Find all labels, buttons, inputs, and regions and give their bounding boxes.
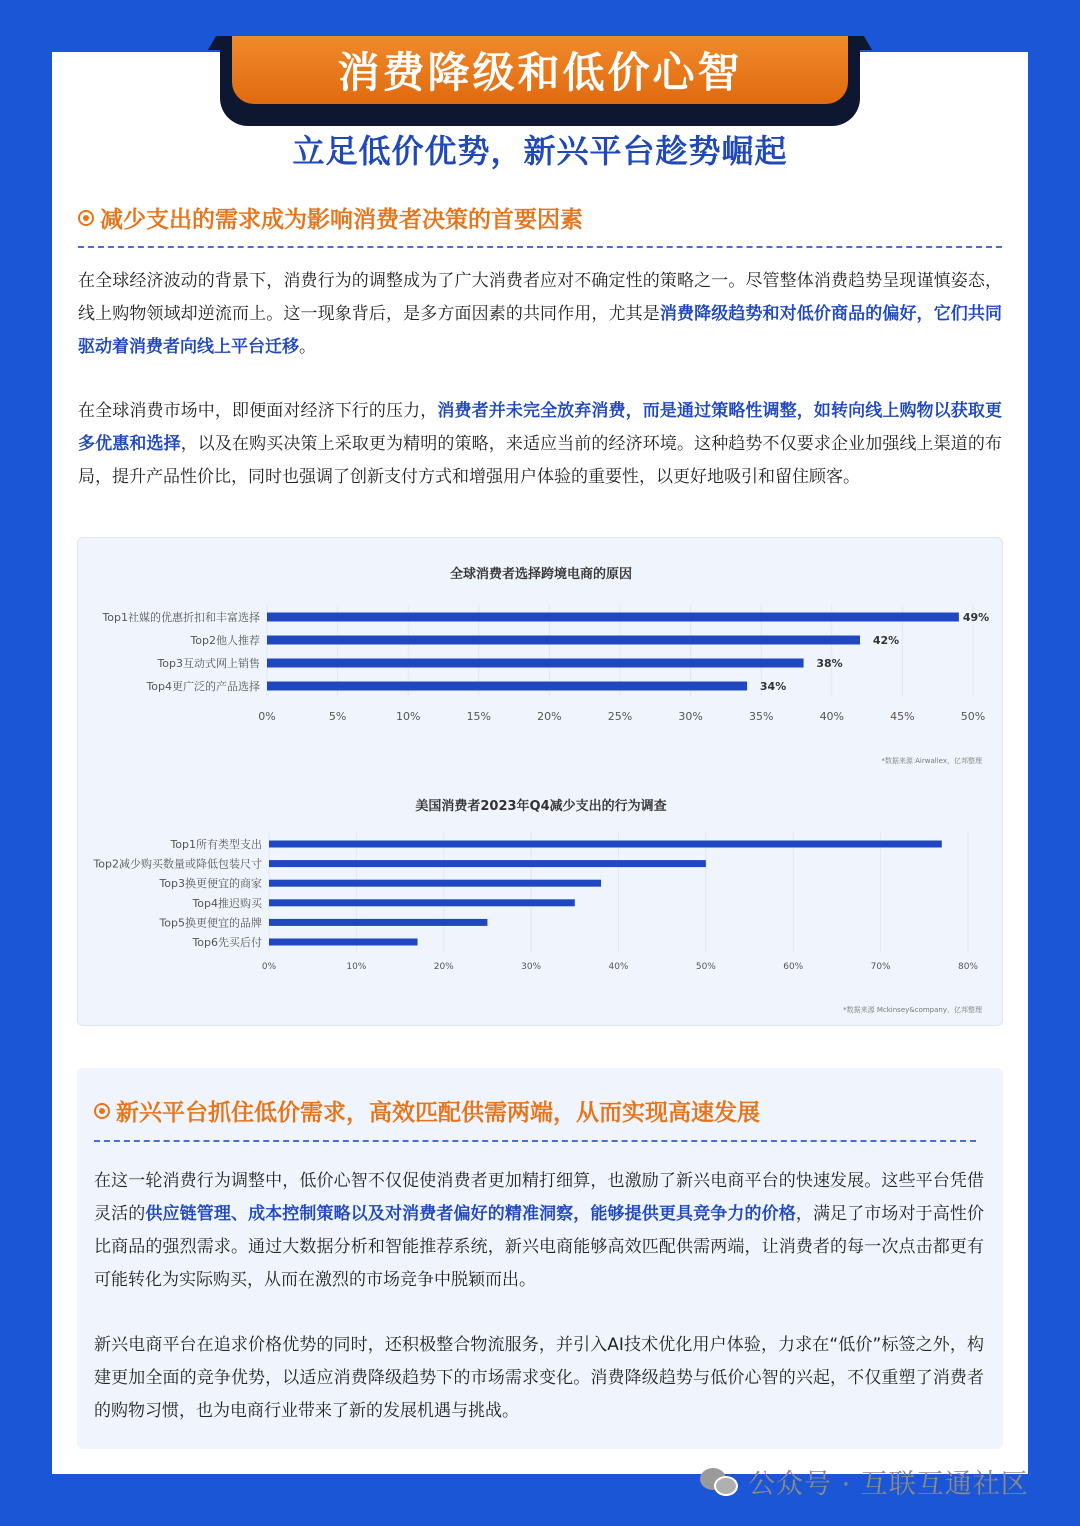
chart-source-note: *数据来源 Airwallex，亿邦整理 — [881, 757, 982, 765]
section2-title: 新兴平台抓住低价需求，高效匹配供需两端，从而实现高速发展 — [116, 1100, 760, 1126]
x-tick-label: 10% — [346, 962, 367, 972]
bar — [269, 880, 601, 887]
page-subtitle: 立足低价优势，新兴平台趁势崛起 — [292, 132, 788, 170]
section1-p2-highlight: 消费者并未完全放弃消费，而是通过策略性调整，如转向线上购物以获取更多优惠和选择 — [78, 401, 1003, 454]
section2-p1-end: ，满足了市场对于高性价比商品的强烈需求。通过大数据分析和智能推荐系统，新兴电商能够高效匹配供需两端，让消费者的每一次点击都更有可能转化为实际购买，从而在激烈的市场竞争中脱颖而出。 — [94, 1204, 985, 1290]
x-tick-label: 0% — [261, 962, 277, 972]
target-icon — [94, 1103, 110, 1119]
section1-paragraph-2 — [78, 395, 1002, 494]
bar-value-label: 34% — [759, 680, 787, 693]
category-label: Top4推迟购买 — [192, 896, 262, 910]
category-label: Top2他人推荐 — [190, 634, 260, 647]
x-tick-label: 20% — [433, 962, 454, 972]
bar-value-label: 38% — [816, 657, 843, 670]
section2-paragraph-2: 新兴电商平台在追求价格优势的同时，还积极整合物流服务，并引入AI技术优化用户体验，力求在“低价”标签之外，构建更加全面的竞争优势，以适应消费降级趋势下的市场需求变化。消费降级趋势与低价心智的兴起，不仅重塑了消费者的购物习惯，也为电商行业带来了新的发展机遇与挑战。 — [94, 1335, 984, 1421]
x-tick-label: 50% — [695, 962, 716, 972]
section2-divider — [94, 1140, 976, 1142]
bar-value-label: 42% — [872, 634, 900, 647]
bar — [267, 682, 747, 691]
section1-title: 减少支出的需求成为影响消费者决策的首要因素 — [100, 207, 583, 233]
x-tick-label: 30% — [678, 710, 703, 723]
category-label: Top1社媒的优惠折扣和丰富选择 — [102, 611, 260, 624]
section1-p2-end: ，以及在购买决策上采取更为精明的策略，来适应当前的经济环境。这种趋势不仅要求企业加强线上渠道的布局，提升产品性价比，同时也强调了创新支付方式和增强用户体验的重要性，以更好地吸引和留住顾客。 — [78, 434, 1003, 487]
section1-p1-text: 在全球经济波动的背景下，消费行为的调整成为了广大消费者应对不确定性的策略之一。尽管整体消费趋势呈现谨慎姿态，线上购物领域却逆流而上。这一现象背后，是多方面因素的共同作用，尤其是 — [78, 271, 1002, 324]
chart-title: 美国消费者2023年Q4减少支出的行为调查 — [415, 799, 667, 814]
x-tick-label: 15% — [466, 710, 492, 723]
wechat-icon — [700, 1466, 740, 1498]
bar — [269, 841, 942, 848]
watermark-text: 公众号 · 互联互通社区 — [748, 1469, 1029, 1500]
category-label: Top5换更便宜的品牌 — [159, 916, 262, 930]
x-tick-label: 70% — [870, 962, 891, 972]
bar — [267, 659, 804, 668]
x-tick-label: 60% — [783, 962, 804, 972]
x-tick-label: 80% — [957, 962, 979, 972]
category-label: Top3互动式网上销售 — [157, 657, 260, 670]
section1-p1-highlight: 消费降级趋势和对低价商品的偏好，它们共同驱动着消费者向线上平台迁移 — [78, 304, 1003, 357]
x-tick-label: 10% — [395, 710, 421, 723]
section2-p1-highlight: 供应链管理、成本控制策略以及对消费者偏好的精准洞察，能够提供更具竞争力的价格 — [145, 1204, 796, 1224]
x-tick-label: 40% — [608, 962, 629, 972]
section1-paragraph-1 — [78, 265, 1002, 364]
bar-value-label: 49% — [962, 611, 990, 624]
banner-title: 消费降级和低价心智 — [337, 48, 743, 97]
category-label: Top1所有类型支出 — [170, 838, 262, 851]
section1-divider — [78, 246, 1002, 248]
target-icon — [78, 210, 94, 226]
bar — [269, 919, 487, 926]
bar — [269, 899, 575, 906]
watermark — [700, 1462, 1029, 1501]
x-tick-label: 50% — [960, 710, 986, 723]
x-tick-label: 40% — [819, 710, 845, 723]
x-tick-label: 45% — [890, 710, 915, 723]
chart-source-note: *数据来源 Mckinsey&company，亿邦整理 — [843, 1006, 982, 1014]
chart-title: 全球消费者选择跨境电商的原因 — [449, 567, 633, 582]
x-tick-label: 30% — [521, 962, 542, 972]
charts-svg — [78, 538, 1004, 1027]
category-label: Top6先买后付 — [192, 936, 262, 949]
title-banner — [232, 36, 848, 104]
section1-heading — [78, 201, 583, 234]
category-label: Top2减少购买数量或降低包装尺寸 — [93, 857, 262, 871]
section2-paragraph-1 — [94, 1165, 984, 1297]
x-tick-label: 0% — [258, 710, 276, 723]
section1-p1-end: 。 — [299, 337, 316, 357]
bar — [267, 636, 860, 645]
bar — [269, 939, 418, 946]
category-label: Top3换更便宜的商家 — [159, 877, 262, 891]
category-label: Top4更广泛的产品选择 — [146, 680, 260, 693]
x-tick-label: 20% — [537, 710, 562, 723]
section2-p1-text: 在这一轮消费行为调整中，低价心智不仅促使消费者更加精打细算，也激励了新兴电商平台的快速发展。这些平台凭借灵活的 — [94, 1171, 984, 1224]
bar — [267, 613, 959, 622]
x-tick-label: 25% — [607, 710, 633, 723]
charts-panel — [77, 537, 1003, 1026]
x-tick-label: 35% — [748, 710, 774, 723]
section1-p2-text: 在全球消费市场中，即便面对经济下行的压力， — [78, 401, 438, 421]
x-tick-label: 5% — [328, 710, 347, 723]
bar — [269, 860, 706, 867]
section2-heading — [94, 1094, 760, 1127]
